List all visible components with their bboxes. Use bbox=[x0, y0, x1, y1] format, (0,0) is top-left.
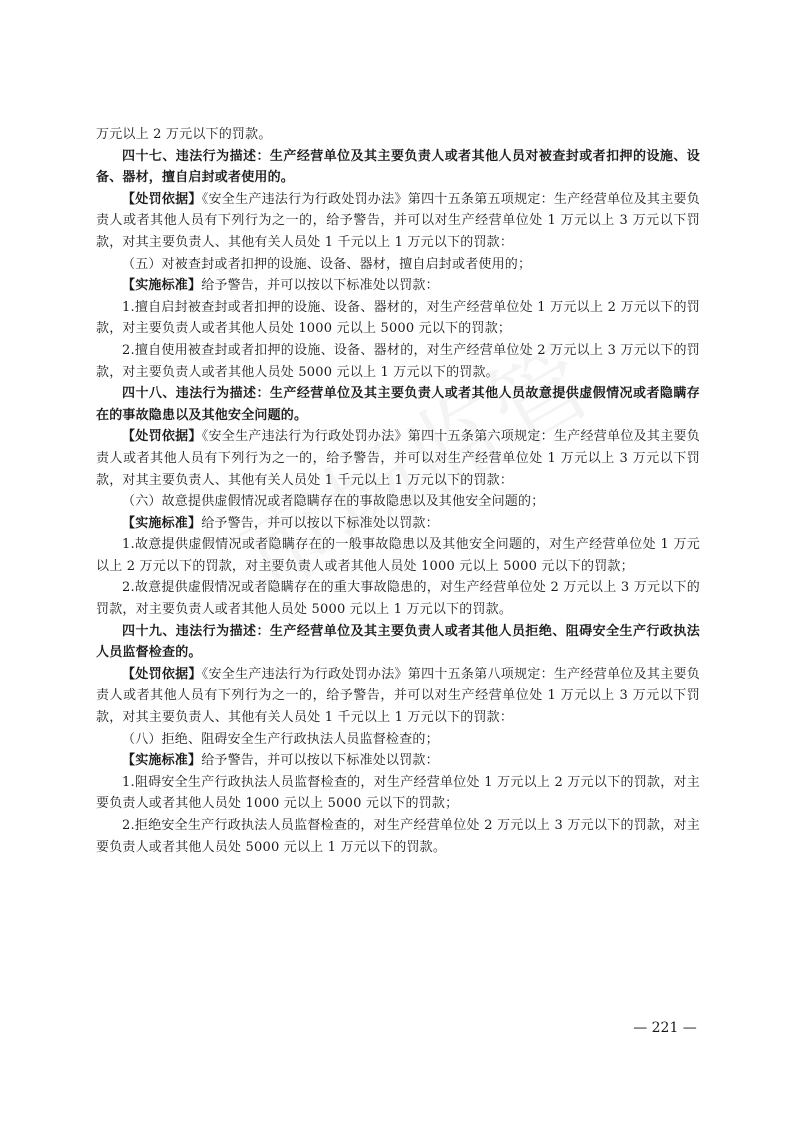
implementation-standard-label: 【实施标准】 bbox=[122, 753, 202, 769]
clause-item: （五）对被查封或者扣押的设施、设备、器材，擅自启封或者使用的； bbox=[122, 256, 532, 272]
penalty-basis-label: 【处罚依据】 bbox=[122, 666, 202, 682]
implementation-standard-text: 给予警告，并可以按以下标准处以罚款： bbox=[201, 753, 439, 769]
penalty-basis-text: 《安全生产违法行为行政处罚办法》第四十五条第五项规定：生产经营单位及其主要负责人或者其他人员有下列行为之一的，给予警告，并可以对生产经营单位处 1 万元以上 3 万元以下罚款，对其主要负责人、其他有关人员处 1 千元以上 1 万元以下的罚款： bbox=[96, 191, 700, 250]
implementation-standard-label: 【实施标准】 bbox=[122, 278, 202, 294]
penalty-basis-text: 《安全生产违法行为行政处罚办法》第四十五条第八项规定：生产经营单位及其主要负责人或者其他人员有下列行为之一的，给予警告，并可以对生产经营单位处 1 万元以上 3 万元以下罚款，对其主要负责人、其他有关人员处 1 千元以上 1 万元以下的罚款： bbox=[96, 666, 700, 726]
penalty-basis-49 bbox=[96, 664, 700, 729]
implementation-standard-48 bbox=[96, 513, 700, 535]
document-body bbox=[96, 124, 700, 858]
implementation-standard-text: 给予警告，并可以按以下标准处以罚款： bbox=[201, 515, 439, 531]
penalty-basis-47 bbox=[96, 189, 700, 254]
standard-item: 1.故意提供虚假情况或者隐瞒存在的一般事故隐患以及其他安全问题的，对生产经营单位处 1 万元以上 2 万元以下的罚款，对主要负责人或者其他人员处 1000 元以上 5000 元以下的罚款； bbox=[96, 537, 700, 574]
standard-item: 1.擅自启封被查封或者扣押的设施、设备、器材的，对生产经营单位处 1 万元以上 2 万元以下的罚款，对主要负责人或者其他人员处 1000 元以上 5000 元以下的罚款； bbox=[96, 299, 700, 337]
clause-item: （八）拒绝、阻碍安全生产行政执法人员监督检查的； bbox=[122, 731, 439, 747]
standard-item: 2.拒绝安全生产行政执法人员监督检查的，对生产经营单位处 2 万元以上 3 万元以下的罚款，对主要负责人或者其他人员处 5000 元以上 1 万元以下的罚款。 bbox=[96, 818, 700, 855]
page-number: — 221 — bbox=[633, 1020, 697, 1036]
implementation-standard-49 bbox=[96, 750, 700, 772]
paragraph-continuation: 万元以上 2 万元以下的罚款。 bbox=[96, 127, 272, 142]
penalty-basis-label: 【处罚依据】 bbox=[122, 429, 202, 445]
section-heading-49: 四十九、违法行为描述：生产经营单位及其主要负责人或者其他人员拒绝、阻碍安全生产行政执法人员监督检查的。 bbox=[96, 623, 700, 661]
implementation-standard-text: 给予警告，并可以按以下标准处以罚款： bbox=[201, 278, 439, 294]
penalty-basis-text: 《安全生产违法行为行政处罚办法》第四十五条第六项规定：生产经营单位及其主要负责人或者其他人员有下列行为之一的，给予警告，并可以对生产经营单位处 1 万元以上 3 万元以下罚款，对其主要负责人、其他有关人员处 1 千元以上 1 万元以下的罚款： bbox=[96, 429, 700, 488]
section-heading-48: 四十八、违法行为描述：生产经营单位及其主要负责人或者其他人员故意提供虚假情况或者隐瞒存在的事故隐患以及其他安全问题的。 bbox=[96, 386, 700, 423]
standard-item: 2.故意提供虚假情况或者隐瞒存在的重大事故隐患的，对生产经营单位处 2 万元以上 3 万元以下的罚款，对主要负责人或者其他人员处 5000 元以上 1 万元以下的罚款。 bbox=[96, 580, 700, 618]
penalty-basis-48 bbox=[96, 426, 700, 491]
standard-item: 1.阻碍安全生产行政执法人员监督检查的，对生产经营单位处 1 万元以上 2 万元以下的罚款，对主要负责人或者其他人员处 1000 元以上 5000 元以下的罚款； bbox=[96, 774, 700, 812]
implementation-standard-47 bbox=[96, 275, 700, 297]
section-heading-47: 四十七、违法行为描述：生产经营单位及其主要负责人或者其他人员对被查封或者扣押的设施、设备、器材，擅自启封或者使用的。 bbox=[96, 148, 700, 186]
penalty-basis-label: 【处罚依据】 bbox=[122, 191, 202, 207]
clause-item: （六）故意提供虚假情况或者隐瞒存在的事故隐患以及其他安全问题的； bbox=[122, 494, 545, 510]
standard-item: 2.擅自使用被查封或者扣押的设施、设备、器材的，对生产经营单位处 2 万元以上 3 万元以下的罚款，对主要负责人或者其他人员处 5000 元以上 1 万元以下的罚款。 bbox=[96, 342, 700, 380]
implementation-standard-label: 【实施标准】 bbox=[122, 515, 202, 531]
